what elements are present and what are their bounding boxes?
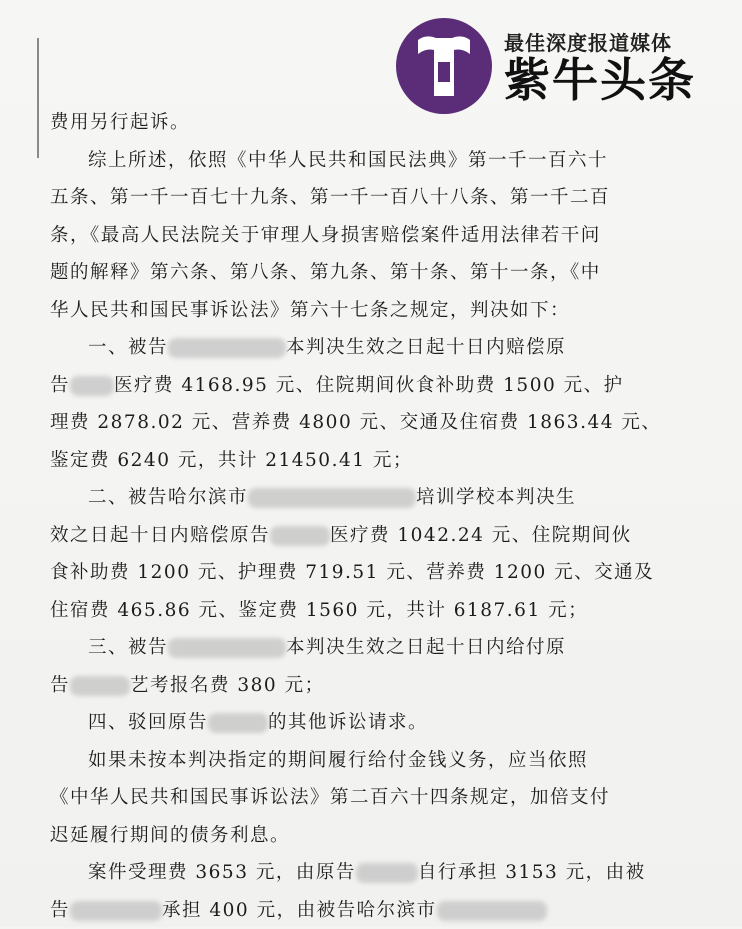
text-segment: 住宿费 465.86 元、鉴定费 1560 元，共计 6187.61 元； [50,600,588,621]
watermark-name: 紫牛头条 [504,56,696,104]
margin-line [37,38,39,158]
text-line [50,779,670,817]
text-segment: 综上所述，依照《中华人民共和国民法典》第一千一百六十 [88,150,608,171]
text-line [50,629,670,667]
text-segment: 承担 400 元，由被告哈尔滨市 [162,900,437,921]
text-segment: 效之日起十日内赔偿原告 [50,525,270,546]
text-segment: 华人民共和国民事诉讼法》第六十七条之规定，判决如下： [50,300,570,321]
text-segment: 迟延履行期间的债务利息。 [50,825,290,846]
text-segment: 案件受理费 3653 元，由原告 [88,862,356,883]
text-segment: 食补助费 1200 元、护理费 719.51 元、营养费 1200 元、交通及 [50,562,654,583]
text-line [50,742,670,780]
text-line [50,142,670,180]
text-segment: 的其他诉讼请求。 [268,712,428,733]
text-line [50,329,670,367]
bull-logo-icon [396,18,492,114]
text-line [50,254,670,292]
text-line [50,292,670,330]
text-line [50,179,670,217]
text-segment: 本判决生效之日起十日内赔偿原 [286,337,566,358]
redaction-blur [270,526,330,546]
text-line [50,367,670,405]
redaction-blur [70,376,114,396]
text-segment: 告 [50,675,70,696]
text-segment: 本判决生效之日起十日内给付原 [286,637,566,658]
redaction-blur [356,863,418,883]
text-segment: 告 [50,900,70,921]
text-segment: 艺考报名费 380 元； [130,675,325,696]
text-segment: 条，《最高人民法院关于审理人身损害赔偿案件适用法律若干问 [50,225,601,246]
text-line [50,517,670,555]
redaction-blur [208,713,268,733]
text-line [50,667,670,705]
text-segment: 费用另行起诉。 [50,112,190,133]
text-segment: 题的解释》第六条、第八条、第九条、第十条、第十一条，《中 [50,262,601,283]
text-line [50,854,670,892]
redaction-blur [168,638,286,658]
text-segment: 二、被告哈尔滨市 [88,487,248,508]
text-line [50,554,670,592]
text-segment: 医疗费 1042.24 元、住院期间伙 [330,525,632,546]
redaction-blur [70,901,162,921]
text-segment: 五条、第一千一百七十九条、第一千一百八十八条、第一千二百 [50,187,610,208]
text-segment: 自行承担 3153 元，由被 [418,862,646,883]
watermark-logo [396,18,714,114]
text-segment: 一、被告 [88,337,168,358]
redaction-blur [168,338,286,358]
watermark-slogan: 最佳深度报道媒体 [504,27,696,56]
text-segment: 告 [50,375,70,396]
text-segment: 培训学校本判决生 [416,487,576,508]
redaction-blur [70,676,130,696]
judgment-text [50,104,670,929]
text-line [50,404,670,442]
text-line [50,217,670,255]
redaction-blur [248,488,416,508]
text-segment: 医疗费 4168.95 元、住院期间伙食补助费 1500 元、护 [114,375,624,396]
text-line [50,442,670,480]
redaction-blur [437,901,547,921]
text-segment: 理费 2878.02 元、营养费 4800 元、交通及住宿费 1863.44 元、 [50,412,661,433]
text-line [50,592,670,630]
text-segment: 《中华人民共和国民事诉讼法》第二百六十四条规定，加倍支付 [50,787,610,808]
text-line [50,817,670,855]
text-line [50,704,670,742]
text-line [50,479,670,517]
text-line [50,892,670,929]
text-segment: 三、被告 [88,637,168,658]
text-segment: 如果未按本判决指定的期间履行给付金钱义务，应当依照 [88,750,588,771]
text-segment: 四、驳回原告 [88,712,208,733]
text-segment: 鉴定费 6240 元，共计 21450.41 元； [50,450,413,471]
text-line [50,104,670,142]
